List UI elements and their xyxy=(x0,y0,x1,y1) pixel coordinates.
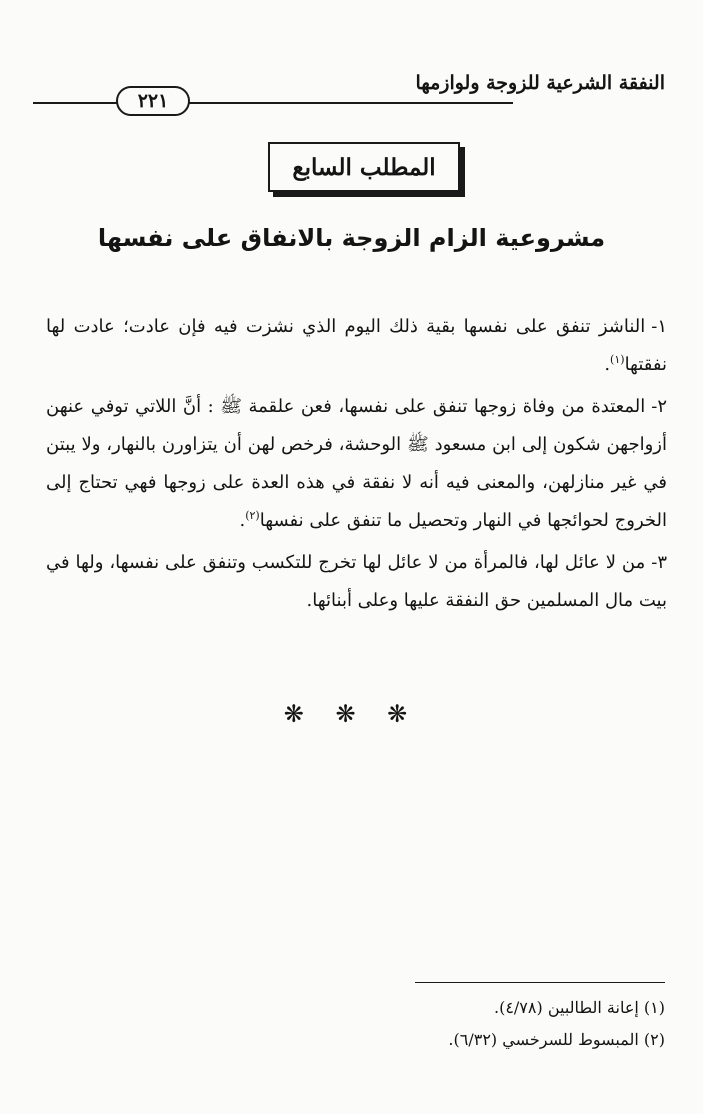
running-title: النفقة الشرعية للزوجة ولوازمها xyxy=(415,72,665,94)
section-heading-box xyxy=(268,142,460,192)
body-text xyxy=(46,308,667,624)
footnote-ref: (١) xyxy=(610,353,625,366)
section-heading: المطلب السابع xyxy=(292,153,436,181)
header-rule xyxy=(58,102,118,104)
paragraph-end: . xyxy=(604,354,611,375)
paragraph-number: ٢- xyxy=(651,396,667,417)
footnote-rule xyxy=(415,982,665,983)
page-number: ٢٢١ xyxy=(116,86,190,116)
paragraph xyxy=(46,388,667,540)
paragraph-number: ١- xyxy=(651,316,667,337)
footnote: (٢) المبسوط للسرخسي (٦/٣٢). xyxy=(448,1030,665,1049)
paragraph-text: من لا عائل لها، فالمرأة من لا عائل لها تخرج للتكسب وتنفق على نفسها، ولها في بيت مال المسلمين حق النفقة عليها وعلى أبنائها. xyxy=(46,552,667,611)
paragraph-number: ٣- xyxy=(651,552,667,573)
paragraph-text: الناشز تنفق على نفسها بقية ذلك اليوم الذي نشزت فيه فإن عادت؛ عادت لها نفقتها xyxy=(46,316,667,375)
section-subtitle: مشروعية الزام الزوجة بالانفاق على نفسها xyxy=(97,224,606,252)
footnotes xyxy=(448,992,665,1056)
paragraph-end: . xyxy=(239,510,246,531)
footnote: (١) إعانة الطالبين (٤/٧٨). xyxy=(493,998,665,1017)
paragraph-text: المعتدة من وفاة زوجها تنفق على نفسها، فعن علقمة ﷺ : أنَّ اللاتي توفي عنهن أزواجهن شكون إلى ابن مسعود ﷺ الوحشة، فرخص لهن أن يتزاورن بالنهار، ولا يبتن في غير منازلهن، والمعنى فيه أنه لا نفقة في هذه العدة على زوجها فهي تحتاج إلى الخروج لحوائجها في النهار وتحصيل ما تنفق على نفسها xyxy=(46,396,667,531)
paragraph xyxy=(46,544,667,620)
paragraph xyxy=(46,308,667,384)
footnote-ref: (٢) xyxy=(245,509,260,522)
section-separator: ❋ ❋ ❋ xyxy=(283,700,420,728)
